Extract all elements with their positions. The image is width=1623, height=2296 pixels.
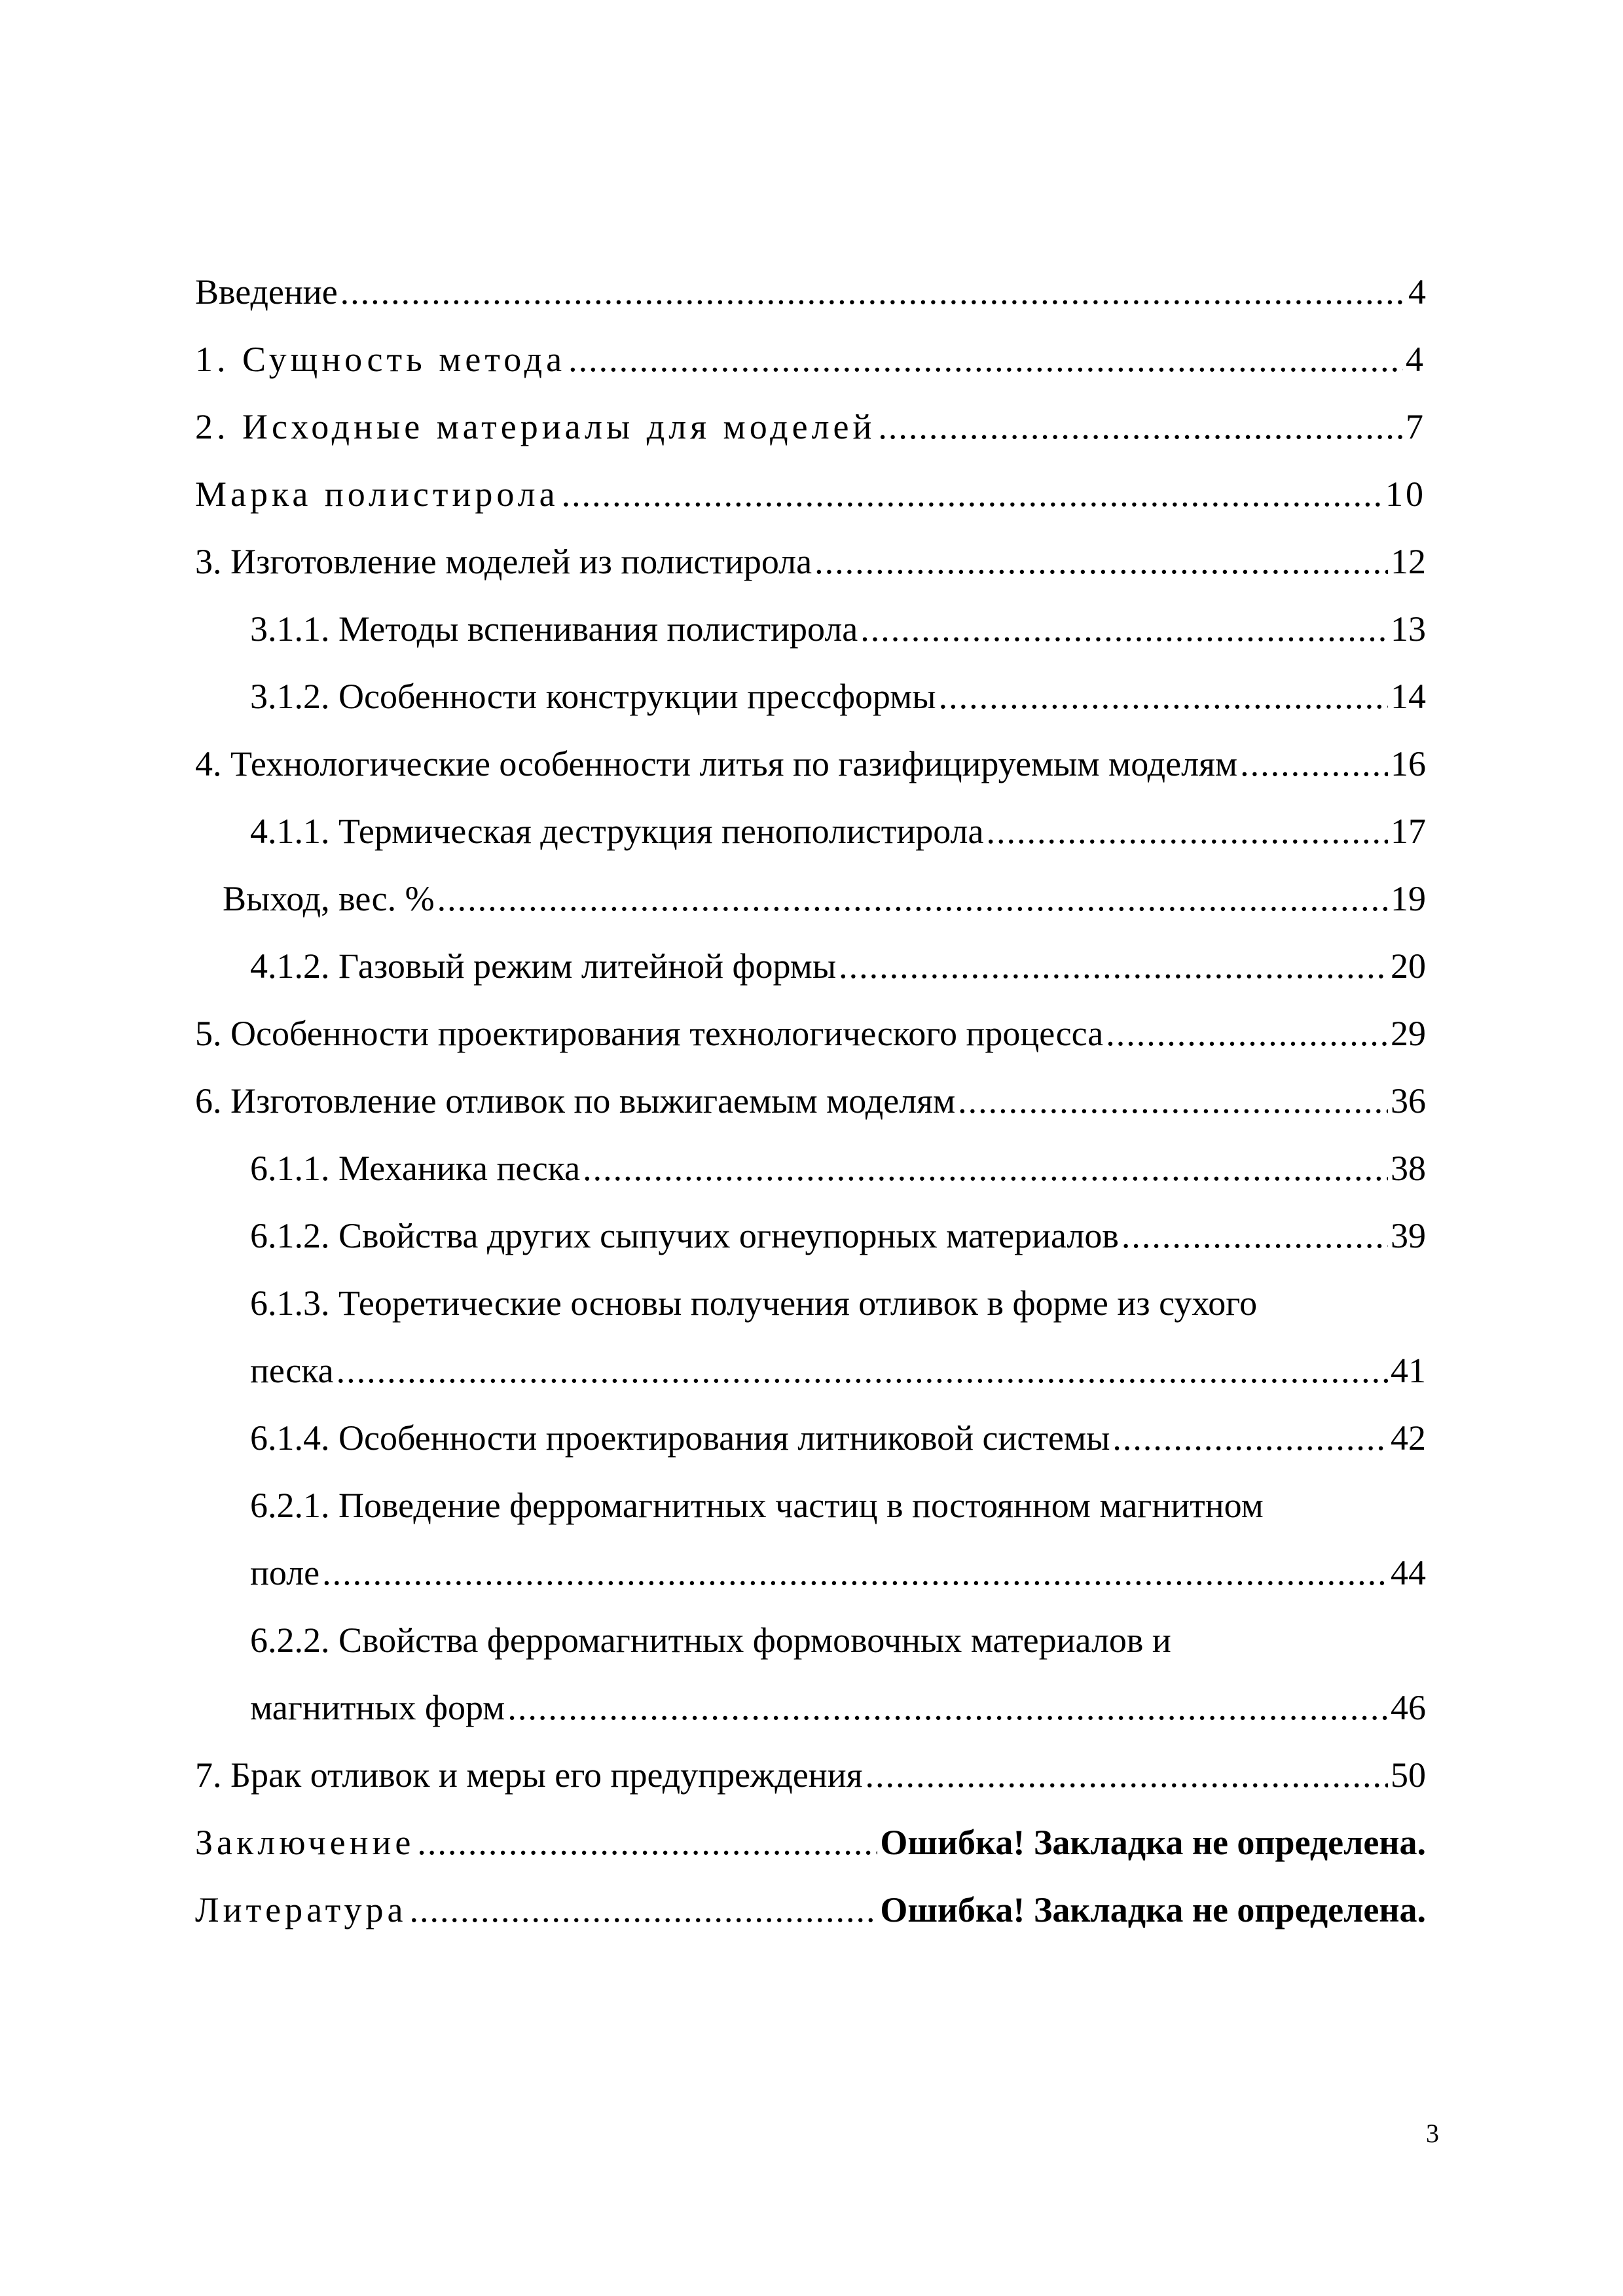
toc-entry[interactable] bbox=[195, 393, 1426, 461]
toc-entry[interactable] bbox=[195, 1742, 1426, 1809]
toc-entry[interactable] bbox=[195, 1067, 1426, 1135]
toc-entry[interactable] bbox=[195, 1876, 1426, 1944]
toc-entry[interactable] bbox=[195, 663, 1426, 730]
toc-entry-title: 6. Изготовление отливок по выжигаемым моделям bbox=[195, 1081, 956, 1121]
toc-leader-dots bbox=[583, 1135, 1388, 1202]
toc-entry-title: 6.1.4. Особенности проектирования литниковой системы bbox=[250, 1418, 1110, 1458]
toc-entry-page: 39 bbox=[1391, 1216, 1426, 1255]
toc-entry-title: 7. Брак отливок и меры его предупреждения bbox=[195, 1755, 863, 1795]
toc-entry-title-first-line: 6.2.1. Поведение ферромагнитных частиц в постоянном магнитном bbox=[250, 1486, 1264, 1525]
toc-entry-title-first-line: 6.2.2. Свойства ферромагнитных формовочных материалов и bbox=[250, 1621, 1171, 1660]
toc-entry-title: Литература bbox=[195, 1890, 407, 1929]
toc-entry-page: 29 bbox=[1391, 1014, 1426, 1053]
toc-leader-dots bbox=[337, 1337, 1388, 1405]
toc-bookmark-error: Ошибка! Закладка не определена. bbox=[880, 1890, 1426, 1929]
toc-entry[interactable] bbox=[195, 865, 1426, 933]
table-of-contents bbox=[195, 259, 1426, 1944]
toc-entry[interactable] bbox=[195, 1202, 1426, 1270]
toc-entry-title: 4. Технологические особенности литья по газифицируемым моделям bbox=[195, 744, 1238, 783]
toc-entry-page: 20 bbox=[1391, 946, 1426, 986]
toc-entry-title: 6.1.2. Свойства других сыпучих огнеупорных материалов bbox=[250, 1216, 1119, 1255]
toc-entry[interactable] bbox=[195, 326, 1426, 393]
toc-leader-dots bbox=[860, 596, 1388, 663]
toc-entry-multiline[interactable] bbox=[195, 1270, 1426, 1405]
toc-entry-page: 41 bbox=[1391, 1351, 1426, 1390]
toc-entry-title: 6.1.1. Механика песка bbox=[250, 1149, 581, 1188]
toc-entry-page: 46 bbox=[1391, 1688, 1426, 1727]
toc-entry-page: 4 bbox=[1408, 272, 1426, 312]
toc-leader-dots bbox=[568, 326, 1403, 393]
toc-entry[interactable] bbox=[195, 528, 1426, 596]
toc-entry-title-first-line: 6.1.3. Теоретические основы получения отливок в форме из сухого bbox=[250, 1283, 1258, 1323]
toc-leader-dots bbox=[437, 865, 1388, 933]
toc-entry-title: Введение bbox=[195, 272, 338, 312]
toc-entry-title: поле bbox=[250, 1553, 320, 1592]
toc-leader-dots bbox=[1112, 1405, 1388, 1472]
toc-entry-title: 3. Изготовление моделей из полистирола bbox=[195, 542, 812, 581]
toc-entry-title: 1. Сущность метода bbox=[195, 340, 566, 379]
toc-leader-dots bbox=[507, 1674, 1388, 1742]
toc-leader-dots bbox=[322, 1539, 1388, 1607]
toc-entry-title: магнитных форм bbox=[250, 1688, 505, 1727]
toc-entry-page: 16 bbox=[1391, 744, 1426, 783]
toc-entry[interactable] bbox=[195, 798, 1426, 865]
toc-entry-page: 13 bbox=[1391, 609, 1426, 649]
toc-leader-dots bbox=[562, 461, 1383, 528]
toc-leader-dots bbox=[340, 259, 1406, 326]
toc-entry bbox=[195, 1674, 1426, 1742]
page-number: 3 bbox=[1426, 2119, 1439, 2148]
toc-entry[interactable] bbox=[195, 1405, 1426, 1472]
toc-entry-title: 4.1.2. Газовый режим литейной формы bbox=[250, 946, 837, 986]
toc-entry-page: 12 bbox=[1391, 542, 1426, 581]
toc-entry[interactable] bbox=[195, 259, 1426, 326]
toc-entry-title: 2. Исходные материалы для моделей bbox=[195, 407, 876, 446]
toc-leader-dots bbox=[417, 1809, 877, 1876]
toc-entry-page: 4 bbox=[1406, 340, 1426, 379]
toc-entry-title: песка bbox=[250, 1351, 334, 1390]
toc-leader-dots bbox=[839, 933, 1388, 1000]
toc-entry-page: 7 bbox=[1406, 407, 1426, 446]
toc-entry bbox=[195, 1337, 1426, 1405]
toc-entry-page: 44 bbox=[1391, 1553, 1426, 1592]
toc-entry-title: Выход, вес. % bbox=[223, 879, 435, 918]
toc-entry[interactable] bbox=[195, 933, 1426, 1000]
toc-entry-page: 10 bbox=[1385, 475, 1426, 514]
toc-leader-dots bbox=[1122, 1202, 1388, 1270]
toc-entry-page: 17 bbox=[1391, 812, 1426, 851]
toc-entry[interactable] bbox=[195, 730, 1426, 798]
toc-entry-title: 3.1.2. Особенности конструкции прессформы bbox=[250, 677, 936, 716]
toc-entry-page: 38 bbox=[1391, 1149, 1426, 1188]
toc-entry-multiline[interactable] bbox=[195, 1472, 1426, 1607]
toc-leader-dots bbox=[410, 1876, 878, 1944]
toc-entry[interactable] bbox=[195, 1135, 1426, 1202]
toc-bookmark-error: Ошибка! Закладка не определена. bbox=[880, 1823, 1426, 1862]
toc-leader-dots bbox=[1106, 1000, 1388, 1067]
toc-entry-page: 36 bbox=[1391, 1081, 1426, 1121]
toc-leader-dots bbox=[958, 1067, 1388, 1135]
toc-entry-page: 14 bbox=[1391, 677, 1426, 716]
toc-entry-page: 42 bbox=[1391, 1418, 1426, 1458]
toc-entry-title: 3.1.1. Методы вспенивания полистирола bbox=[250, 609, 858, 649]
toc-entry-multiline[interactable] bbox=[195, 1607, 1426, 1742]
toc-entry-title: 4.1.1. Термическая деструкция пенополистирола bbox=[250, 812, 984, 851]
toc-entry-title: Марка полистирола bbox=[195, 475, 559, 514]
toc-entry-page: 50 bbox=[1391, 1755, 1426, 1795]
toc-entry[interactable] bbox=[195, 596, 1426, 663]
toc-leader-dots bbox=[814, 528, 1388, 596]
toc-leader-dots bbox=[878, 393, 1403, 461]
toc-entry-title: Заключение bbox=[195, 1823, 415, 1862]
toc-entry[interactable] bbox=[195, 461, 1426, 528]
toc-entry-title: 5. Особенности проектирования технологического процесса bbox=[195, 1014, 1104, 1053]
toc-leader-dots bbox=[939, 663, 1388, 730]
toc-leader-dots bbox=[1240, 730, 1388, 798]
toc-entry[interactable] bbox=[195, 1809, 1426, 1876]
toc-leader-dots bbox=[986, 798, 1388, 865]
toc-leader-dots bbox=[865, 1742, 1388, 1809]
toc-entry[interactable] bbox=[195, 1000, 1426, 1067]
toc-entry-page: 19 bbox=[1391, 879, 1426, 918]
toc-entry bbox=[195, 1539, 1426, 1607]
